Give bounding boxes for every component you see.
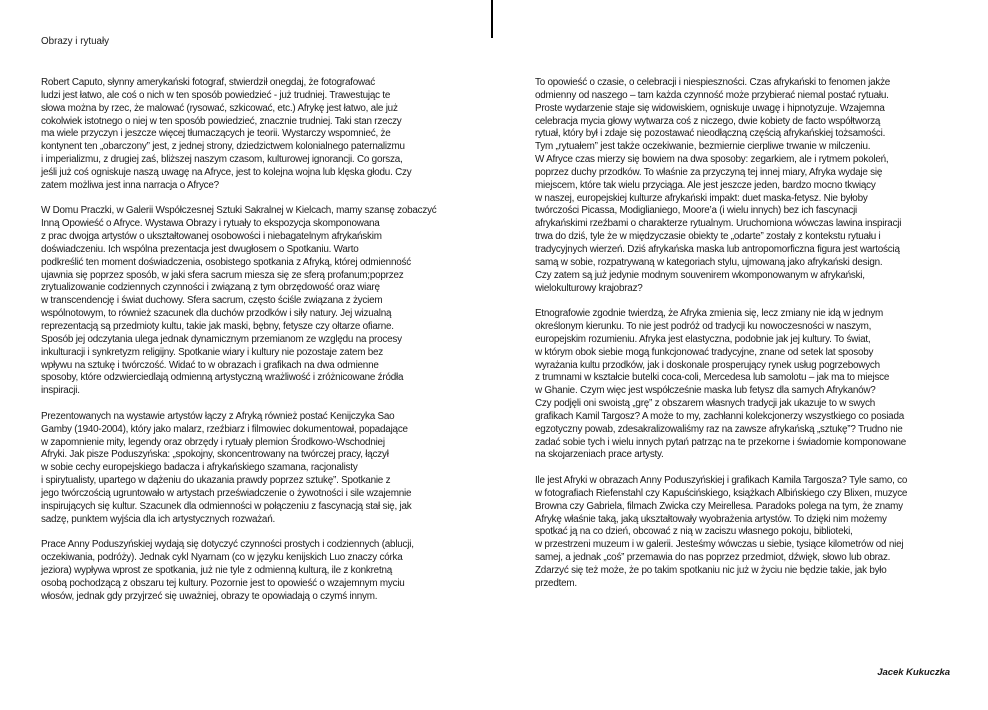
text-line: Afrykę właśnie taką, jaką ukształtowały wyobrażenia artystów. To dzięki nim możemy (535, 513, 887, 525)
article-paragraph (535, 308, 953, 462)
text-line: sposoby, które odzwierciedlają odmienną artystyczną wrażliwość i zróżnicowane źródła (41, 372, 404, 384)
text-line: oczekiwania, podróży). Jednak cykl Nyarnam (co w języku kenijskich Luo znaczy córka (41, 552, 403, 564)
text-line: i imperializmu, z drugiej zaś, bliższej naszym czasom, kulturowej ignorancji. Co gorsza, (41, 154, 403, 166)
text-line: tradycyjnych wierzeń. Dziś afrykańska maska lub antropomorficzna figura jest wartością (535, 243, 900, 255)
text-line: To opowieść o czasie, o celebracji i niespieszności. Czas afrykański to fenomen jakże (535, 77, 891, 88)
text-line: w sobie cechy europejskiego badacza i afrykańskiego szamana, racjonalisty (41, 462, 358, 474)
text-line: Czy podjęli oni swoistą „grę” z obszarem własnych tradycji jak ukazuje to w swych (535, 398, 876, 410)
text-line: grafikach Kamil Targosz? A może to my, zachłanni kolekcjonerzy wszystkiego co posiada (535, 410, 904, 422)
article-paragraph (41, 77, 465, 193)
text-line: W Afryce czas mierzy się bowiem na dwa sposoby: zegarkiem, ale i rytmem pokoleń, (535, 154, 889, 166)
text-line: rytuał, który był i zdaje się pozostawać nieodłączną częścią afrykańskiej tożsamości. (535, 128, 886, 140)
text-line: Prace Anny Poduszyńskiej wydają się dotyczyć czynności prostych i codziennych (ablucji, (41, 539, 414, 551)
text-line: w fotografiach Riefenstahl czy Kapuścińskiego, książkach Albińskiego czy Blixen, muzyce (535, 487, 908, 499)
text-line: Gamby (1940-2004), który jako malarz, rzeźbiarz i filmowiec dokumentował, popadające (41, 423, 408, 435)
text-line: jego twórczością ugruntowało w artystach przeświadczenie o żywotności i sile wzajemnie (41, 487, 412, 499)
text-line: Prezentowanych na wystawie artystów łączy z Afryką również postać Kenijczyka Sao (41, 410, 395, 422)
text-line: ma wiele przyczyn i jeszcze więcej tłumaczących je teorii. Wystarczy wspomnieć, że (41, 128, 391, 140)
text-line: twórczości Picassa, Modiglianiego, Moore’a (i wielu innych) bez ich fascynacji (535, 205, 858, 217)
text-line: samą w sobie, rozpatrywaną w kategoriach stylu, ujmowaną jako afrykański design. (535, 256, 883, 268)
text-line: inspiracji. (41, 385, 80, 397)
page-title: Obrazy i rytuały (41, 36, 110, 47)
text-line: jeziora) wypływa wprost ze spotkania, już nie tyle z odmienną kulturą, ile z konkretną (41, 564, 393, 576)
text-line: z prac dwojga artystów o ukształtowanej osobowości i niebagatelnym afrykańskim (41, 231, 382, 243)
text-line: Afryki. Jak pisze Poduszyńska: „spokojny, skoncentrowany na twórczej pracy, łączył (41, 449, 389, 461)
text-line: w transcendencję i świat duchowy. Sfera sacrum, często ściśle związana z życiem (41, 295, 383, 307)
text-line: jeśli już coś ogniskuje naszą uwagę na Afryce, jest to kolejna wojna lub klęska głodu. Czy (41, 166, 412, 178)
text-line: i spirytualisty, upartego w dążeniu do ukazania prawdy poprzez sztukę”. Spotkanie z (41, 475, 391, 487)
left-column (41, 77, 465, 616)
text-line: zadać sobie tych i wielu innych pytań patrząc na te przekorne i świadomie komponowane (535, 436, 907, 448)
text-line: europejskim rozumieniu. Afryka jest elastyczna, podobnie jak jej kultury. To świat, (535, 333, 871, 345)
text-line: zrytualizowanie codziennych czynności i związaną z tym obrzędowość oraz wiarę (41, 282, 380, 294)
text-line: zatem możliwa jest inna narracja o Afryce? (41, 179, 219, 191)
text-line: egzotyczny powab, zdesakralizowaliśmy raz na zawsze afrykańską „sztukę”? Trudno nie (535, 423, 903, 435)
text-line: odmienny od naszego – tam każda czynność może przybierać niemal postać rytuału. (535, 89, 889, 101)
text-line: kontynent ten „obarczony” jest, z jednej strony, dziedzictwem kolonialnego paternalizmu (41, 141, 405, 153)
text-line: wielokulturowy krajobraz? (535, 282, 643, 294)
text-line: Browna czy Gabriela, filmach Zwicka czy Meirellesa. Paradoks polega na tym, że znamy (535, 500, 903, 512)
text-line: w przestrzeni muzeum i w galerii. Jesteśmy wówczas u siebie, tysiące kilometrów od niej (535, 539, 904, 551)
text-line: poprzez duchy przodków. To właśnie za przyczyną tej innej miary, Afryka wydaje się (535, 166, 883, 178)
text-line: z trumnami w kształcie butelki coca-coli, Mercedesa lub samolotu – jak ma to miejsce (535, 372, 890, 384)
text-line: określonym kierunku. To nie jest podróż od tradycji ku nowoczesności w naszym, (535, 320, 872, 332)
text-line: podkreślić ten moment doświadczenia, osobistego spotkania z Afryką, której odmienność (41, 256, 411, 268)
text-line: inkulturacji i synkretyzm religijny. Spotkanie wiary i kultury nie pozostaje zatem bez (41, 346, 384, 358)
text-line: w zapomnienie mity, legendy oraz obrzędy i rytuały plemion Środkowo-Wschodniej (41, 436, 385, 448)
right-column (535, 77, 953, 603)
article-paragraph (41, 205, 465, 398)
text-line: Robert Caputo, słynny amerykański fotograf, stwierdził onegdaj, że fotografować (41, 77, 375, 88)
text-line: afrykańskimi rzeźbami o charakterze rytualnym. Uruchomiona wówczas lawina inspiracji (535, 218, 902, 230)
text-line: W Domu Praczki, w Galerii Współczesnej Sztuki Sakralnej w Kielcach, mamy szansę zobaczyć (41, 205, 437, 217)
text-line: miejscem, które tak wielu przyciąga. Ale jest jeszcze jeden, bardzo mocno tkwiący (535, 179, 876, 191)
text-line: doświadczeniu. Ich wspólna prezentacja jest dwugłosem o Spotkaniu. Warto (41, 243, 359, 255)
text-line: samej, a jednak „coś” przemawia do nas poprzez przedmiot, dźwięk, słowo lub obraz. (535, 552, 891, 564)
text-line: w naszej, europejskiej kulturze afrykański impakt: duet maska-fetysz. Nie byłoby (535, 192, 868, 204)
text-line: w którym obok siebie mogą funkcjonować tradycyjne, znane od setek lat sposoby (535, 346, 874, 358)
text-line: ujawnia się poprzez sposób, w jaki sfera sacrum miesza się ze sferą profanum;poprzez (41, 269, 404, 281)
text-line: włosów, jednak gdy przyjrzeć się uważniej, obrazy te opowiadają o czymś innym. (41, 590, 378, 602)
text-line: Tym „rytuałem” jest także oczekiwanie, bezmiernie cierpliwe trwanie w milczeniu. (535, 141, 871, 153)
text-line: Etnografowie zgodnie twierdzą, że Afryka zmienia się, lecz zmiany nie idą w jednym (535, 308, 884, 320)
text-line: wspólnotowym, to również szacunek dla duchów przodków i siły natury. Jej wizualną (41, 308, 392, 320)
text-line: Zdarzyć się też może, że po takim spotkaniu nic już w życiu nie będzie takie, jak było (535, 564, 887, 576)
author-signature: Jacek Kukuczka (877, 667, 950, 678)
article-paragraph (41, 539, 465, 603)
article-paragraph (535, 475, 953, 591)
article-paragraph (41, 411, 465, 527)
text-line: Proste wydarzenie staje się widowiskiem, ogniskuje uwagę i hipnotyzuje. Wzajemna (535, 102, 885, 114)
article-paragraph (535, 77, 953, 295)
text-line: trwa do dziś, tyle że w międzyczasie obiekty te „odarte” zostały z kontekstu rytuału i (535, 231, 881, 243)
page-fold-line (491, 0, 493, 38)
text-line: reprezentacją są przedmioty kultu, takie jak maski, bębny, fetysze czy ołtarze ofiarne. (41, 320, 394, 332)
text-line: słowa można by rzec, że malować (rysować, szkicować, etc.) Afrykę jest łatwo, ale już (41, 102, 398, 114)
text-line: w Ghanie. Czym więc jest współcześnie maska lub fetysz dla samych Afrykanów? (535, 385, 876, 397)
text-line: osobą pochodzącą z obszaru tej kultury. Pozornie jest to opowieść o wzajemnym myciu (41, 577, 405, 589)
text-line: Ile jest Afryki w obrazach Anny Poduszyńskiej i grafikach Kamila Targosza? Tyle samo, co (535, 475, 908, 487)
text-line: przedtem. (535, 577, 577, 589)
text-line: sadzę, punktem wyjścia dla ich artystycznych rozważań. (41, 513, 275, 525)
text-line: inspirujących się kultur. Szacunek dla odmienności w połączeniu z fascynacją stał się, jak (41, 500, 412, 512)
text-line: Czy zatem są już jedynie modnym souvenirem wkomponowanym w afrykański, (535, 269, 865, 281)
text-line: ludzi jest łatwo, ale coś o nich w ten sposób powiedzieć - już trudniej. Trawestując te (41, 89, 391, 101)
text-line: cokolwiek istotnego o niej w ten sposób powiedzieć, znacznie trudniej. Taki stan rzeczy (41, 115, 402, 127)
text-line: Inną Opowieść o Afryce. Wystawa Obrazy i rytuały to ekspozycja skomponowana (41, 218, 380, 230)
text-line: na skojarzeniach prace artysty. (535, 449, 664, 461)
text-line: wpływu na sztukę i twórczość. Widać to w obrazach i grafikach na dwa odmienne (41, 359, 379, 371)
text-line: spotkać ją na co dzień, obcować z nią w zaciszu własnego pokoju, biblioteki, (535, 526, 853, 538)
text-line: celebracja mycia głowy wytwarza coś z niczego, dwie kobiety de facto współtworzą (535, 115, 881, 127)
text-line: Sposób jej odczytania ulega jednak dynamicznym przemianom ze względu na procesy (41, 333, 402, 345)
text-line: wyrażania kultu przodków, jak i doskonale prosperujący rynek usług pogrzebowych (535, 359, 880, 371)
